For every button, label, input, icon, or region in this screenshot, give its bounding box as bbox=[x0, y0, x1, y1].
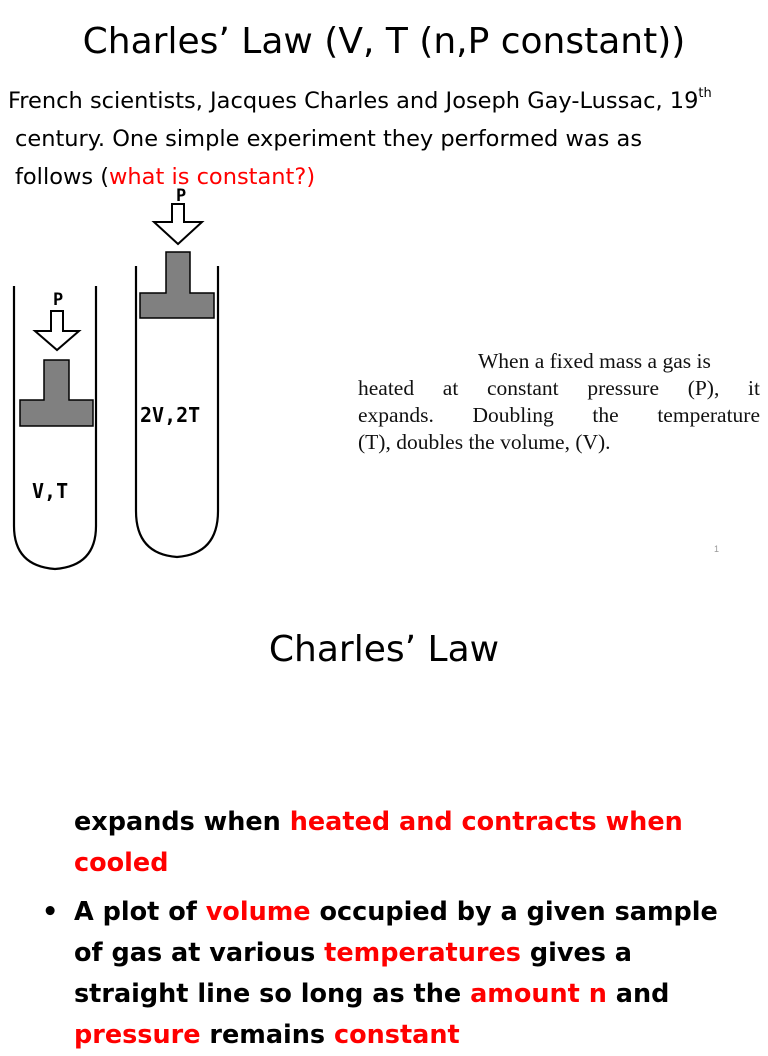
slide-1-title: Charles’ Law (V, T (n,P constant)) bbox=[82, 21, 686, 62]
intro-line-1-superscript: th bbox=[698, 86, 712, 101]
bullet-text-1: A plot of bbox=[74, 897, 206, 927]
intro-line-1 bbox=[8, 82, 768, 120]
pressure-term: pressure bbox=[74, 1020, 201, 1050]
bullet-text-4: and bbox=[606, 979, 670, 1009]
intro-paragraph bbox=[8, 82, 768, 196]
left-state-label: V,T bbox=[32, 479, 69, 503]
bullet-marker: • bbox=[42, 897, 59, 927]
plot-bullet bbox=[42, 892, 734, 1056]
right-pressure-label: P bbox=[176, 186, 187, 206]
caption-line-4: (T), doubles the volume, (V). bbox=[358, 430, 611, 454]
slide-2-body bbox=[42, 802, 734, 1056]
heated-contracts-text: heated and contracts when cooled bbox=[74, 807, 683, 878]
temperatures-term: temperatures bbox=[324, 938, 521, 968]
right-state-label: 2V,2T bbox=[140, 403, 201, 427]
intro-line-1-text: French scientists, Jacques Charles and Joseph Gay-Lussac, 19 bbox=[8, 88, 699, 114]
right-pressure-arrow bbox=[154, 204, 202, 244]
intro-line-3-prefix: follows ( bbox=[15, 164, 110, 190]
slide-2-title: Charles’ Law bbox=[268, 629, 500, 670]
caption-line-2: heated at constant pressure (P), it bbox=[358, 376, 760, 400]
experiment-caption bbox=[358, 348, 760, 456]
page-number: 1 bbox=[714, 544, 720, 554]
caption-line-1-text: When a fixed mass a gas is bbox=[478, 349, 711, 373]
charles-law-diagram bbox=[0, 186, 240, 576]
expands-text: expands when bbox=[74, 807, 290, 837]
slide-2 bbox=[0, 576, 768, 1050]
expands-paragraph bbox=[74, 802, 734, 884]
caption-line-1 bbox=[358, 348, 760, 375]
intro-line-2: century. One simple experiment they performed was as bbox=[15, 126, 643, 152]
volume-term: volume bbox=[205, 897, 311, 927]
left-pressure-label: P bbox=[53, 290, 64, 310]
bullet-text-2: occupied by a given sample of gas at various bbox=[74, 897, 718, 968]
amount-n-term: amount n bbox=[470, 979, 607, 1009]
bullet-text-3: gives a straight line so long as the bbox=[74, 938, 633, 1009]
caption-line-3: expands. Doubling the temperature bbox=[358, 403, 760, 427]
constant-question: what is constant?) bbox=[109, 164, 316, 190]
bullet-text-5: remains bbox=[200, 1020, 334, 1050]
constant-term: constant bbox=[334, 1020, 460, 1050]
